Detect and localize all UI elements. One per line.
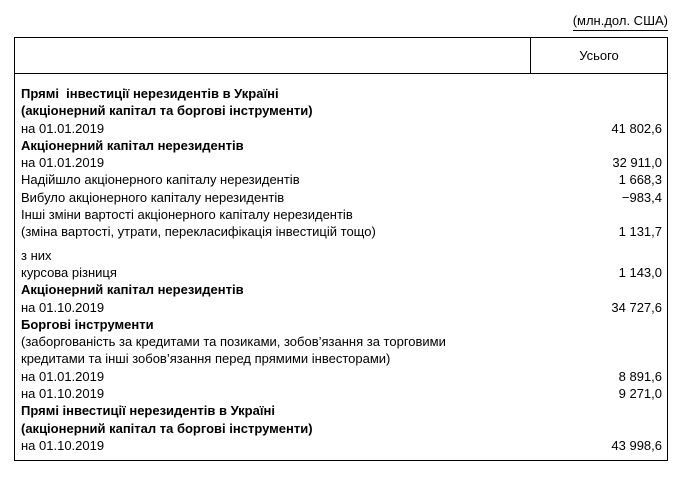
row-label: Акціонерний капітал нерезидентів bbox=[21, 282, 244, 298]
row-label: Вибуло акціонерного капіталу нерезидентів bbox=[21, 189, 285, 205]
table-row bbox=[21, 281, 662, 298]
row-label: Інші зміни вартості акціонерного капіталу нерезидентів bbox=[21, 207, 353, 223]
row-label: на 01.10.2019 bbox=[21, 386, 105, 402]
row-label: Боргові інструменти bbox=[21, 316, 154, 332]
table-row bbox=[21, 420, 662, 437]
table-row bbox=[21, 316, 662, 333]
row-label: (акціонерний капітал та боргові інструменти) bbox=[21, 420, 313, 436]
row-label: на 01.10.2019 bbox=[21, 437, 105, 453]
table-row bbox=[21, 102, 662, 119]
table-row bbox=[21, 223, 662, 240]
row-label: Надійшло акціонерного капіталу нерезидентів bbox=[21, 172, 300, 188]
table-row bbox=[21, 437, 662, 454]
table-row bbox=[21, 385, 662, 402]
row-label: на 01.10.2019 bbox=[21, 299, 105, 315]
row-label: (акціонерний капітал та боргові інструменти) bbox=[21, 103, 313, 119]
row-label: Прямі інвестиції нерезидентів в Україні bbox=[21, 86, 279, 101]
row-value: 1 131,7 bbox=[618, 224, 662, 240]
row-label: на 01.01.2019 bbox=[21, 368, 105, 384]
table-row bbox=[21, 171, 662, 188]
row-label: на 01.01.2019 bbox=[21, 120, 105, 136]
table-row bbox=[21, 85, 662, 102]
row-value: 32 911,0 bbox=[612, 155, 662, 171]
row-value: 43 998,6 bbox=[611, 437, 662, 453]
table-row bbox=[21, 206, 662, 223]
row-value: 9 271,0 bbox=[618, 386, 662, 402]
row-value: 41 802,6 bbox=[611, 120, 662, 136]
row-value: 1 143,0 bbox=[618, 264, 662, 280]
table-row bbox=[21, 137, 662, 154]
header-empty-cell bbox=[15, 38, 530, 73]
table-row bbox=[21, 154, 662, 171]
table-row bbox=[21, 247, 662, 264]
row-label: на 01.01.2019 bbox=[21, 155, 105, 171]
header-total-cell: Усього bbox=[530, 38, 667, 73]
table-body bbox=[15, 74, 667, 460]
row-label: Прямі інвестиції нерезидентів в Україні bbox=[21, 403, 275, 419]
row-label: Акціонерний капітал нерезидентів bbox=[21, 137, 244, 153]
row-value: 34 727,6 bbox=[611, 299, 662, 315]
unit-label: (млн.дол. США) bbox=[573, 13, 668, 31]
row-value: 1 668,3 bbox=[618, 172, 662, 188]
table-header-row bbox=[15, 38, 667, 74]
table-row bbox=[21, 350, 662, 367]
row-label: кредитами та інші зобов’язання перед прямими інвесторами) bbox=[21, 351, 391, 367]
row-label: (заборгованість за кредитами та позиками, зобов’язання за торговими bbox=[21, 334, 446, 350]
row-label: (зміна вартості, утрати, перекласифікація інвестицій тощо) bbox=[21, 224, 376, 240]
investment-table bbox=[14, 37, 668, 461]
table-row bbox=[21, 189, 662, 206]
table-row bbox=[21, 299, 662, 316]
row-value: 8 891,6 bbox=[618, 368, 662, 384]
table-row bbox=[21, 402, 662, 419]
table-row bbox=[21, 333, 662, 350]
row-value: −983,4 bbox=[621, 189, 662, 205]
table-row bbox=[21, 368, 662, 385]
table-row bbox=[21, 264, 662, 281]
row-label: з них bbox=[21, 247, 52, 263]
table-row bbox=[21, 120, 662, 137]
row-label: курсова різниця bbox=[21, 264, 117, 280]
